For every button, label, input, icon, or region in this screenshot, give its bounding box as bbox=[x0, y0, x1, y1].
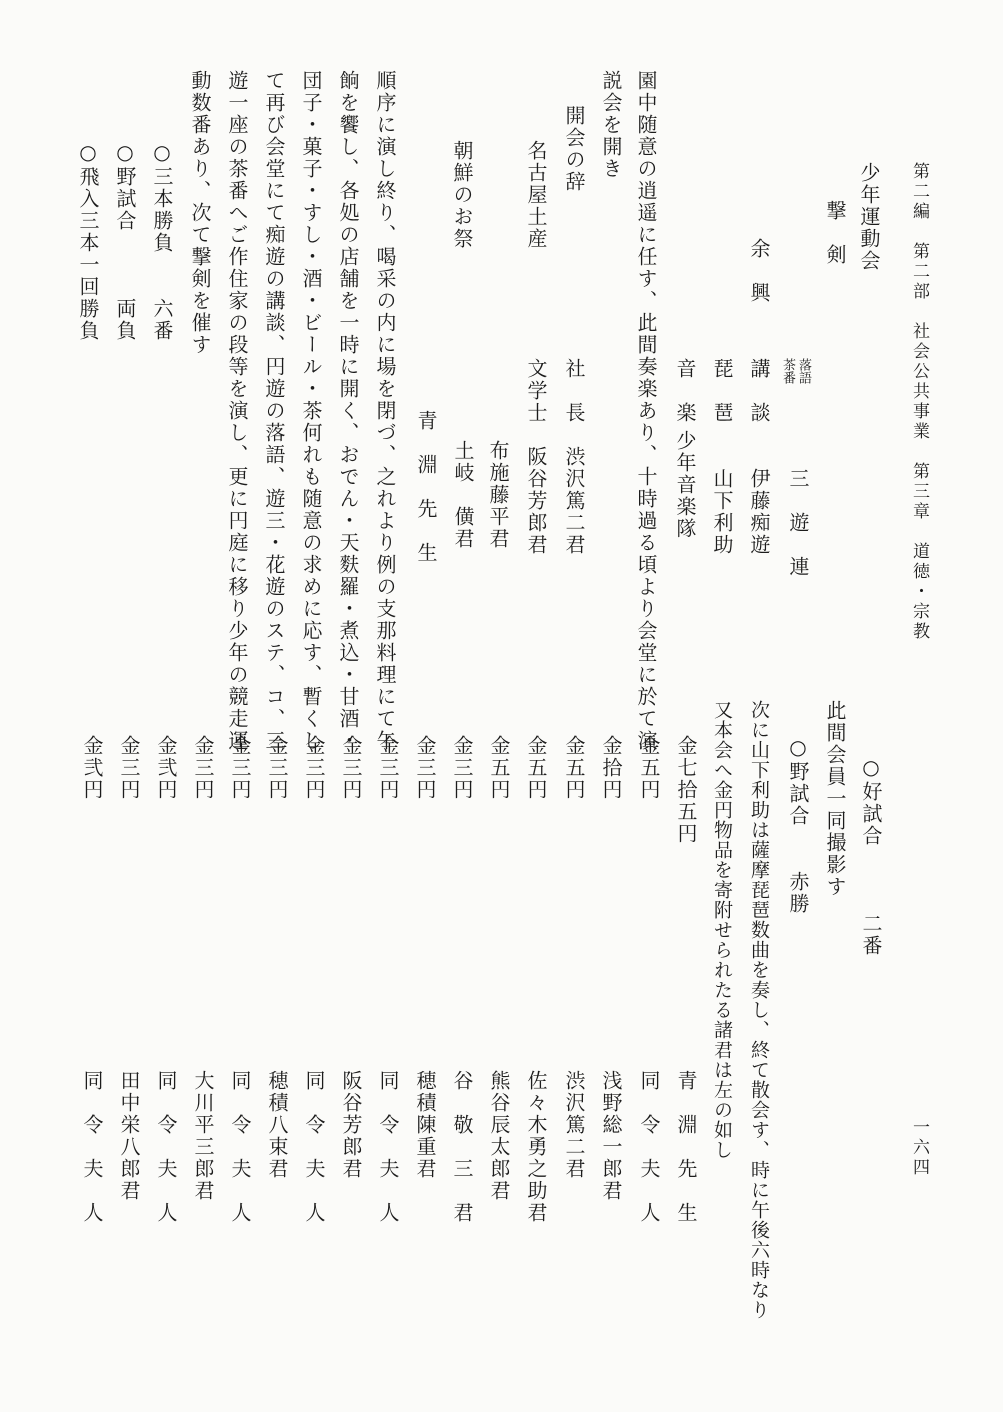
donor-name: 穂積八束君 bbox=[265, 1070, 289, 1180]
kendo-result: ○飛入三本一回勝負 bbox=[76, 140, 100, 342]
donation-amount: 金三円 bbox=[265, 735, 289, 801]
donor-name: 谷 敬 三 君 bbox=[450, 1070, 474, 1224]
donor-name: 浅野総一郎君 bbox=[599, 1070, 623, 1202]
donation-amount: 金三円 bbox=[302, 735, 326, 801]
photo-note: 此間会員一同撮影す bbox=[823, 700, 847, 898]
performer-sanyuren: 三 遊 連 bbox=[786, 468, 810, 578]
donor-name: 同 令 夫 人 bbox=[302, 1070, 326, 1224]
kendo-result: ○野試合 両負 bbox=[113, 140, 137, 342]
kendo-result: ○三本勝負 六番 bbox=[150, 140, 174, 342]
paragraph-line: 説会を開き bbox=[599, 70, 623, 180]
donation-amount: 金三円 bbox=[117, 735, 141, 801]
paragraph-line: 園中随意の逍遥に任す、此間奏楽あり、十時過る頃より会堂に於て演 bbox=[634, 70, 658, 752]
donation-intro: 又本会へ金円物品を寄附せられたる諸君は左の如し bbox=[711, 700, 733, 1160]
page-number: 一六四 bbox=[909, 1118, 929, 1178]
donor-name: 田中栄八郎君 bbox=[117, 1070, 141, 1202]
speaker-seien-sensei: 青 淵 先 生 bbox=[414, 410, 438, 564]
kendo-result: ○野試合 赤勝 bbox=[786, 735, 810, 915]
program-opening-address: 開会の辞 bbox=[562, 105, 586, 193]
donor-name: 穂積陳重君 bbox=[413, 1070, 437, 1180]
entertainment-biwa: 琵 琶 bbox=[710, 358, 734, 424]
performer-yamashita-risuke: 山下利助 bbox=[710, 468, 734, 556]
performer-boys-band: 少年音楽隊 bbox=[673, 430, 697, 540]
paragraph-line: 団子・菓子・すし・酒・ビール・茶何れも随意の求めに応す、暫くし bbox=[299, 70, 323, 752]
entertainment-music: 音 楽 bbox=[673, 358, 697, 424]
donation-amount: 金五円 bbox=[637, 735, 661, 801]
donation-amount: 金三円 bbox=[376, 735, 400, 801]
closing-line: 次に山下利助は薩摩琵琶数曲を奏し、終て散会す、時に午後六時なり bbox=[748, 700, 770, 1320]
performer-ito-chiyu: 伊藤痴遊 bbox=[747, 468, 771, 556]
running-title: 第二編 第二部 社会公共事業 第三章 道徳・宗教 bbox=[909, 162, 929, 642]
donor-name: 同 令 夫 人 bbox=[376, 1070, 400, 1224]
donor-name: 熊谷辰太郎君 bbox=[487, 1070, 511, 1202]
paragraph-line: て再び会堂にて痴遊の講談、円遊の落語、遊三・花遊のステ、コ、三 bbox=[262, 70, 286, 752]
entertainment-kodan: 講 談 bbox=[747, 358, 771, 424]
donation-amount: 金弐円 bbox=[154, 735, 178, 801]
donation-amount: 金三円 bbox=[228, 735, 252, 801]
program-korean-festival: 朝鮮のお祭 bbox=[450, 140, 474, 250]
donor-name: 同 令 夫 人 bbox=[228, 1070, 252, 1224]
donor-name: 同 令 夫 人 bbox=[154, 1070, 178, 1224]
paragraph-line: 遊一座の茶番へご作住家の段等を演し、更に円庭に移り少年の競走運 bbox=[225, 70, 249, 752]
donation-amount: 金五円 bbox=[562, 735, 586, 801]
paragraph-line: 動数番あり、次て撃剣を催す bbox=[188, 70, 212, 356]
paragraph-line: 餉を饗し、各処の店舗を一時に開く、おでん・天麩羅・煮込・甘酒・ bbox=[336, 70, 360, 752]
event-title: 少年運動会 bbox=[857, 162, 881, 272]
donation-amount: 金三円 bbox=[413, 735, 437, 801]
speaker-toki: 土岐 僙君 bbox=[451, 440, 475, 550]
speaker-sakatani-yoshiro: 文学士 阪谷芳郎君 bbox=[524, 358, 548, 556]
donor-name: 同 令 夫 人 bbox=[637, 1070, 661, 1224]
donor-name: 佐々木勇之助君 bbox=[524, 1070, 548, 1224]
kendo-result: ○好試合 二番 bbox=[859, 755, 883, 957]
donation-amount: 金五円 bbox=[524, 735, 548, 801]
donation-amount: 金五円 bbox=[487, 735, 511, 801]
paragraph-line: 順序に演し終り、喝采の内に場を閉づ、之れより例の支那料理にて午 bbox=[373, 70, 397, 752]
donor-name: 青 淵 先 生 bbox=[674, 1070, 698, 1224]
speaker-shibusawa-tokuji: 社 長 渋沢篤二君 bbox=[562, 358, 586, 556]
program-entertainment: 余 興 bbox=[747, 238, 771, 304]
donation-amount: 金拾円 bbox=[599, 735, 623, 801]
donation-amount: 金七拾五円 bbox=[674, 735, 698, 845]
donation-amount: 金弐円 bbox=[80, 735, 104, 801]
donation-amount: 金三円 bbox=[450, 735, 474, 801]
speaker-fuse-tohei: 布施藤平君 bbox=[486, 440, 510, 550]
donation-amount: 金三円 bbox=[339, 735, 363, 801]
donor-name: 渋沢篤二君 bbox=[562, 1070, 586, 1180]
donor-name: 大川平三郎君 bbox=[191, 1070, 215, 1202]
donor-name: 同 令 夫 人 bbox=[80, 1070, 104, 1224]
donor-name: 阪谷芳郎君 bbox=[339, 1070, 363, 1180]
program-kendo: 撃 剣 bbox=[823, 200, 847, 266]
program-nagoya-souvenir: 名古屋土産 bbox=[524, 140, 548, 250]
rakugo-chaban-label: 落語 茶番 bbox=[780, 358, 811, 384]
donation-amount: 金三円 bbox=[191, 735, 215, 801]
